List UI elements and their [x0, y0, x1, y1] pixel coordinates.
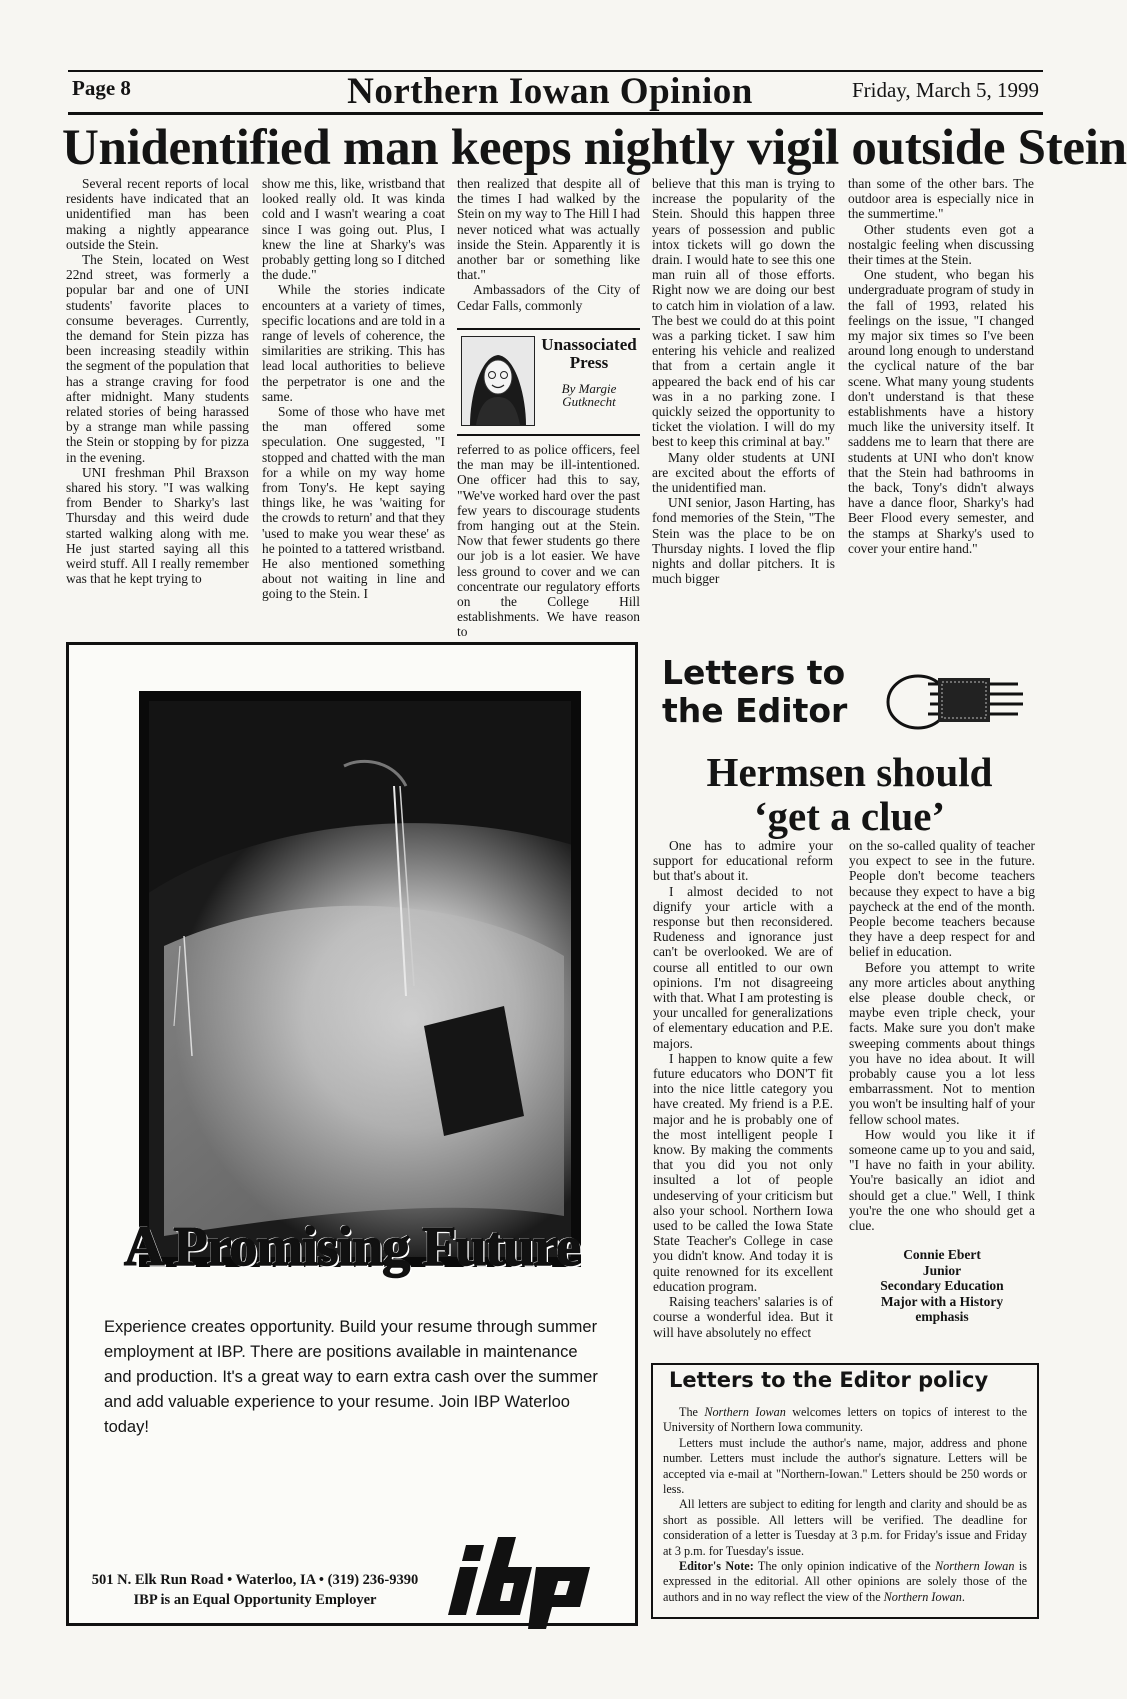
- story-paragraph: Many older students at UNI are excited about the efforts of the unidentified man.: [652, 449, 835, 496]
- story-column-2: [262, 176, 445, 616]
- ad-address: 501 N. Elk Run Road • Waterloo, IA • (319) 236-9390: [91, 1572, 419, 1588]
- policy-title: Letters to the Editor policy: [669, 1368, 989, 1392]
- letter-paragraph: on the so-called quality of teacher you expect to see in the future. People don't become teachers because they expect to have a big paycheck at the end of the month. People become teachers because they have a deep respect for and belief in education.: [849, 838, 1035, 960]
- story-paragraph: One student, who began his undergraduate program of study in the fall of 1993, related his feelings on the issue, "I changed my major six times so I've been around long enough to understand the cyclical nature of the bar scene. What many young students don't understand is that these establishments have a history much like the university itself. It saddens me to learn that there are students at UNI who don't know that the Stein had bathrooms in the back, Tony's didn't always have a dance floor, Sharky's had Beer Flood every semester, and the stamps at Sharky's used to cover your entire hand.": [848, 267, 1034, 556]
- signature-major: emphasis: [915, 1309, 969, 1325]
- graduation-cap-photo-icon: [144, 696, 576, 1262]
- masthead-bottom-rule: [68, 112, 1043, 115]
- policy-text-italic: Northern Iowan: [883, 1589, 962, 1604]
- story-headline: Unidentified man keeps nightly vigil outside Stein: [62, 120, 1127, 176]
- column-name: Unassociated Press: [541, 335, 637, 372]
- story-paragraph: While the stories indicate encounters at a variety of times, specific locations and are told in a range of levels of coherence, the similarities are striking. This has lead local authorities to believe the perpetrator is one and the same.: [262, 282, 445, 404]
- letter-paragraph: Before you attempt to write any more articles about anything else please double check, or maybe even triple check, your facts. Make sure you don't make sweeping comments about things you have no idea about. It will probably cause you a lot less embarrassment. Not to mention you won't be insulting half of your fellow school mates.: [849, 959, 1035, 1127]
- letter-column-1: [653, 838, 833, 1378]
- letter-paragraph: I happen to know quite a few future educators who DON'T fit into the nice little category you have created. My friend is a P.E. major and he is probably one of the most intelligent people I know. By making the comments that you did you not only insulted a lot of people undeserving of your criticism but also your school. Northern Iowa used to be called the Iowa State State Teacher's College in case you didn't know. And today it is quite renowned for its excellent education program.: [653, 1050, 833, 1294]
- letters-policy-box: [651, 1363, 1039, 1619]
- signature-major: Major with a History: [880, 1293, 1004, 1309]
- ad-photo: [144, 696, 576, 1262]
- policy-text: The only opinion indicative of the: [753, 1559, 935, 1574]
- ad-body-text: Experience creates opportunity. Build your resume through summer employment at IBP. There are positions available in maintenance and production. It's a great way to earn extra cash over the summer and add valuable experience to your resume. Join IBP Waterloo today!: [104, 1318, 598, 1436]
- issue-date: Friday, March 5, 1999: [851, 78, 1039, 102]
- envelope-stamp-icon: [878, 664, 1028, 734]
- story-paragraph: believe that this man is trying to increase the popularity of the Stein. Should this happen three years of possession and public intox tickets will go down the drain. I would hate to see this one man ruin all of those efforts. Right now we are doing our best to catch him in violation of a law. The best we could do at this point was a parking ticket. I saw him entering his vehicle and realized that from a certain angle it appeared the back end of his car was in a no parking zone. I quickly seized the opportunity to ticket the violation. I will do my best to keep this criminal at bay.": [652, 176, 835, 450]
- story-paragraph: than some of the other bars. The outdoor area is especially nice in the summertime.": [848, 176, 1034, 222]
- policy-text-italic: Northern Iowan: [704, 1405, 786, 1419]
- policy-text: .: [961, 1589, 965, 1604]
- story-paragraph: Ambassadors of the City of Cedar Falls, commonly: [457, 282, 640, 313]
- ibp-logo-icon: [440, 1537, 610, 1617]
- letters-title-line-1: Letters to: [662, 653, 846, 692]
- columnist-photo-icon: [462, 337, 534, 425]
- story-column-3: [457, 176, 640, 640]
- letters-title-line-2: the Editor: [662, 691, 848, 730]
- story-paragraph: Some of those who have met the man offered some speculation. One suggested, "I stopped and chatted with the man for a while on my way home from Tony's. He kept saying things like, he was 'waiting for the crowds to return' and that they 'used to make you wear these' as he pointed to a tattered wristband. He also mentioned something about not waiting in line and going to the Stein. I: [262, 404, 445, 602]
- ad-contact: [80, 1570, 430, 1610]
- letter-headline-line-1: Hermsen should: [706, 749, 993, 795]
- letter-paragraph: Raising teachers' salaries is of course a wonderful idea. But it will have absolutely no effect: [653, 1294, 833, 1340]
- policy-paragraph: Letters must include the author's name, major, address and phone number. Letters must include the author's signature. Letters will be accepted via e-mail at "Northern-Iowan." Letters should be 250 words or less.: [663, 1435, 1027, 1497]
- ad-eoe-statement: IBP is an Equal Opportunity Employer: [133, 1592, 377, 1608]
- story-paragraph: Several recent reports of local residents have indicated that an unidentified man has been making a nightly appearance outside the Stein.: [66, 176, 249, 252]
- letter-headline-line-2: ‘get a clue’: [753, 793, 946, 839]
- story-paragraph: Other students even got a nostalgic feeling when discussing their times at the Stein.: [848, 221, 1034, 268]
- policy-paragraph: All letters are subject to editing for length and clarity and should be as short as possible. All letters will be verified. The deadline for consideration of a letter is Tuesday at 3 p.m. for Friday's issue and Friday at 3 p.m. for Tuesday's issue.: [663, 1497, 1027, 1558]
- story-paragraph: then realized that despite all of the times I had walked by the Stein on my way to The Hill I had never noticed what was actually inside the Stein. Apparently it is another bar or something like that.": [457, 176, 640, 283]
- signature-year: Junior: [922, 1262, 962, 1278]
- column-byline: By Margie Gutknecht: [561, 381, 617, 409]
- letter-paragraph: I almost decided to not dignify your article with a response but then reconsidered. Rudeness and ignorance just can't be overlooked. We are of course all entitled to our own opinions. I'm not disagreeing with that. What I am protesting is your uncalled for generalizations of elementary education and P.E. majors.: [653, 883, 833, 1051]
- policy-paragraph: [663, 1405, 1027, 1436]
- letters-section-title: [662, 654, 882, 730]
- letter-signature: [849, 1247, 1035, 1325]
- policy-text: The: [679, 1405, 705, 1419]
- story-column-5: [848, 176, 1034, 616]
- column-sig-box: [457, 328, 640, 436]
- policy-body: [663, 1405, 1027, 1605]
- letter-paragraph: One has to admire your support for educational reform but that's about it.: [653, 838, 833, 884]
- letter-paragraph: How would you like it if someone came up to you and said, "I have no faith in your ability. You're basically an idiot and should get a clue." Well, I think you're the one who should get a clue.: [849, 1126, 1035, 1234]
- story-column-1: [66, 176, 249, 616]
- ad-slogan: A Promising Future: [124, 1216, 580, 1278]
- page-number: Page 8: [72, 76, 131, 100]
- columnist-portrait: [461, 336, 535, 426]
- policy-text: is expressed in the editorial. All other opinions are solely those of the authors and in no way reflect the view of the: [663, 1559, 1027, 1604]
- policy-text: welcomes letters on topics of interest to the University of Northern Iowa community.: [663, 1405, 1027, 1435]
- letter-column-2: [849, 838, 1035, 1378]
- editors-note-label: Editor's Note:: [679, 1559, 754, 1574]
- signature-major: Secondary Education: [880, 1278, 1004, 1294]
- story-paragraph: UNI freshman Phil Braxson shared his story. "I was walking from Bender to Sharky's last Thursday and this weird dude started walking along with me. He just started saying all this weird stuff. All I really remember was that he kept trying to: [66, 464, 249, 587]
- story-paragraph: show me this, like, wristband that looked really old. It was kinda cold and I wasn't wearing a coat since I was going out. Plus, I knew the line at Sharky's was probably getting long so I ditched the dude.": [262, 176, 445, 283]
- story-paragraph: The Stein, located on West 22nd street, was formerly a popular bar and one of UNI students' favorite places to consume beverages. Currently, the demand for Stein pizza has been increasing steadily within the segment of the population that has a strange craving for food after midnight. Many students related stories of being harassed by a strange man while passing the Stein or stopping by for pizza in the evening.: [66, 252, 249, 465]
- story-paragraph: UNI senior, Jason Harting, has fond memories of the Stein, "The Stein was the place to be on Thursday nights. I loved the flip nights and dollar pitchers. It is much bigger: [652, 495, 835, 587]
- signature-name: Connie Ebert: [903, 1247, 981, 1263]
- letter-headline: [652, 750, 1047, 838]
- story-column-4: [652, 176, 835, 616]
- policy-paragraph: [663, 1559, 1027, 1605]
- story-paragraph: referred to as police officers, feel the man may be ill-intentioned. One officer had this to say, "We've worked hard over the past few years to discourage students from hanging out at the Stein. Now that fewer students go there our job is a lot easier. We have less ground to cover and we can concentrate our regulatory efforts on the College Hill establishments. We have reason to: [457, 442, 640, 640]
- ibp-logo: [440, 1537, 610, 1617]
- section-title: Northern Iowan Opinion: [347, 71, 753, 112]
- letters-section-emblem: [878, 664, 1028, 734]
- policy-text-italic: Northern Iowan: [934, 1559, 1015, 1574]
